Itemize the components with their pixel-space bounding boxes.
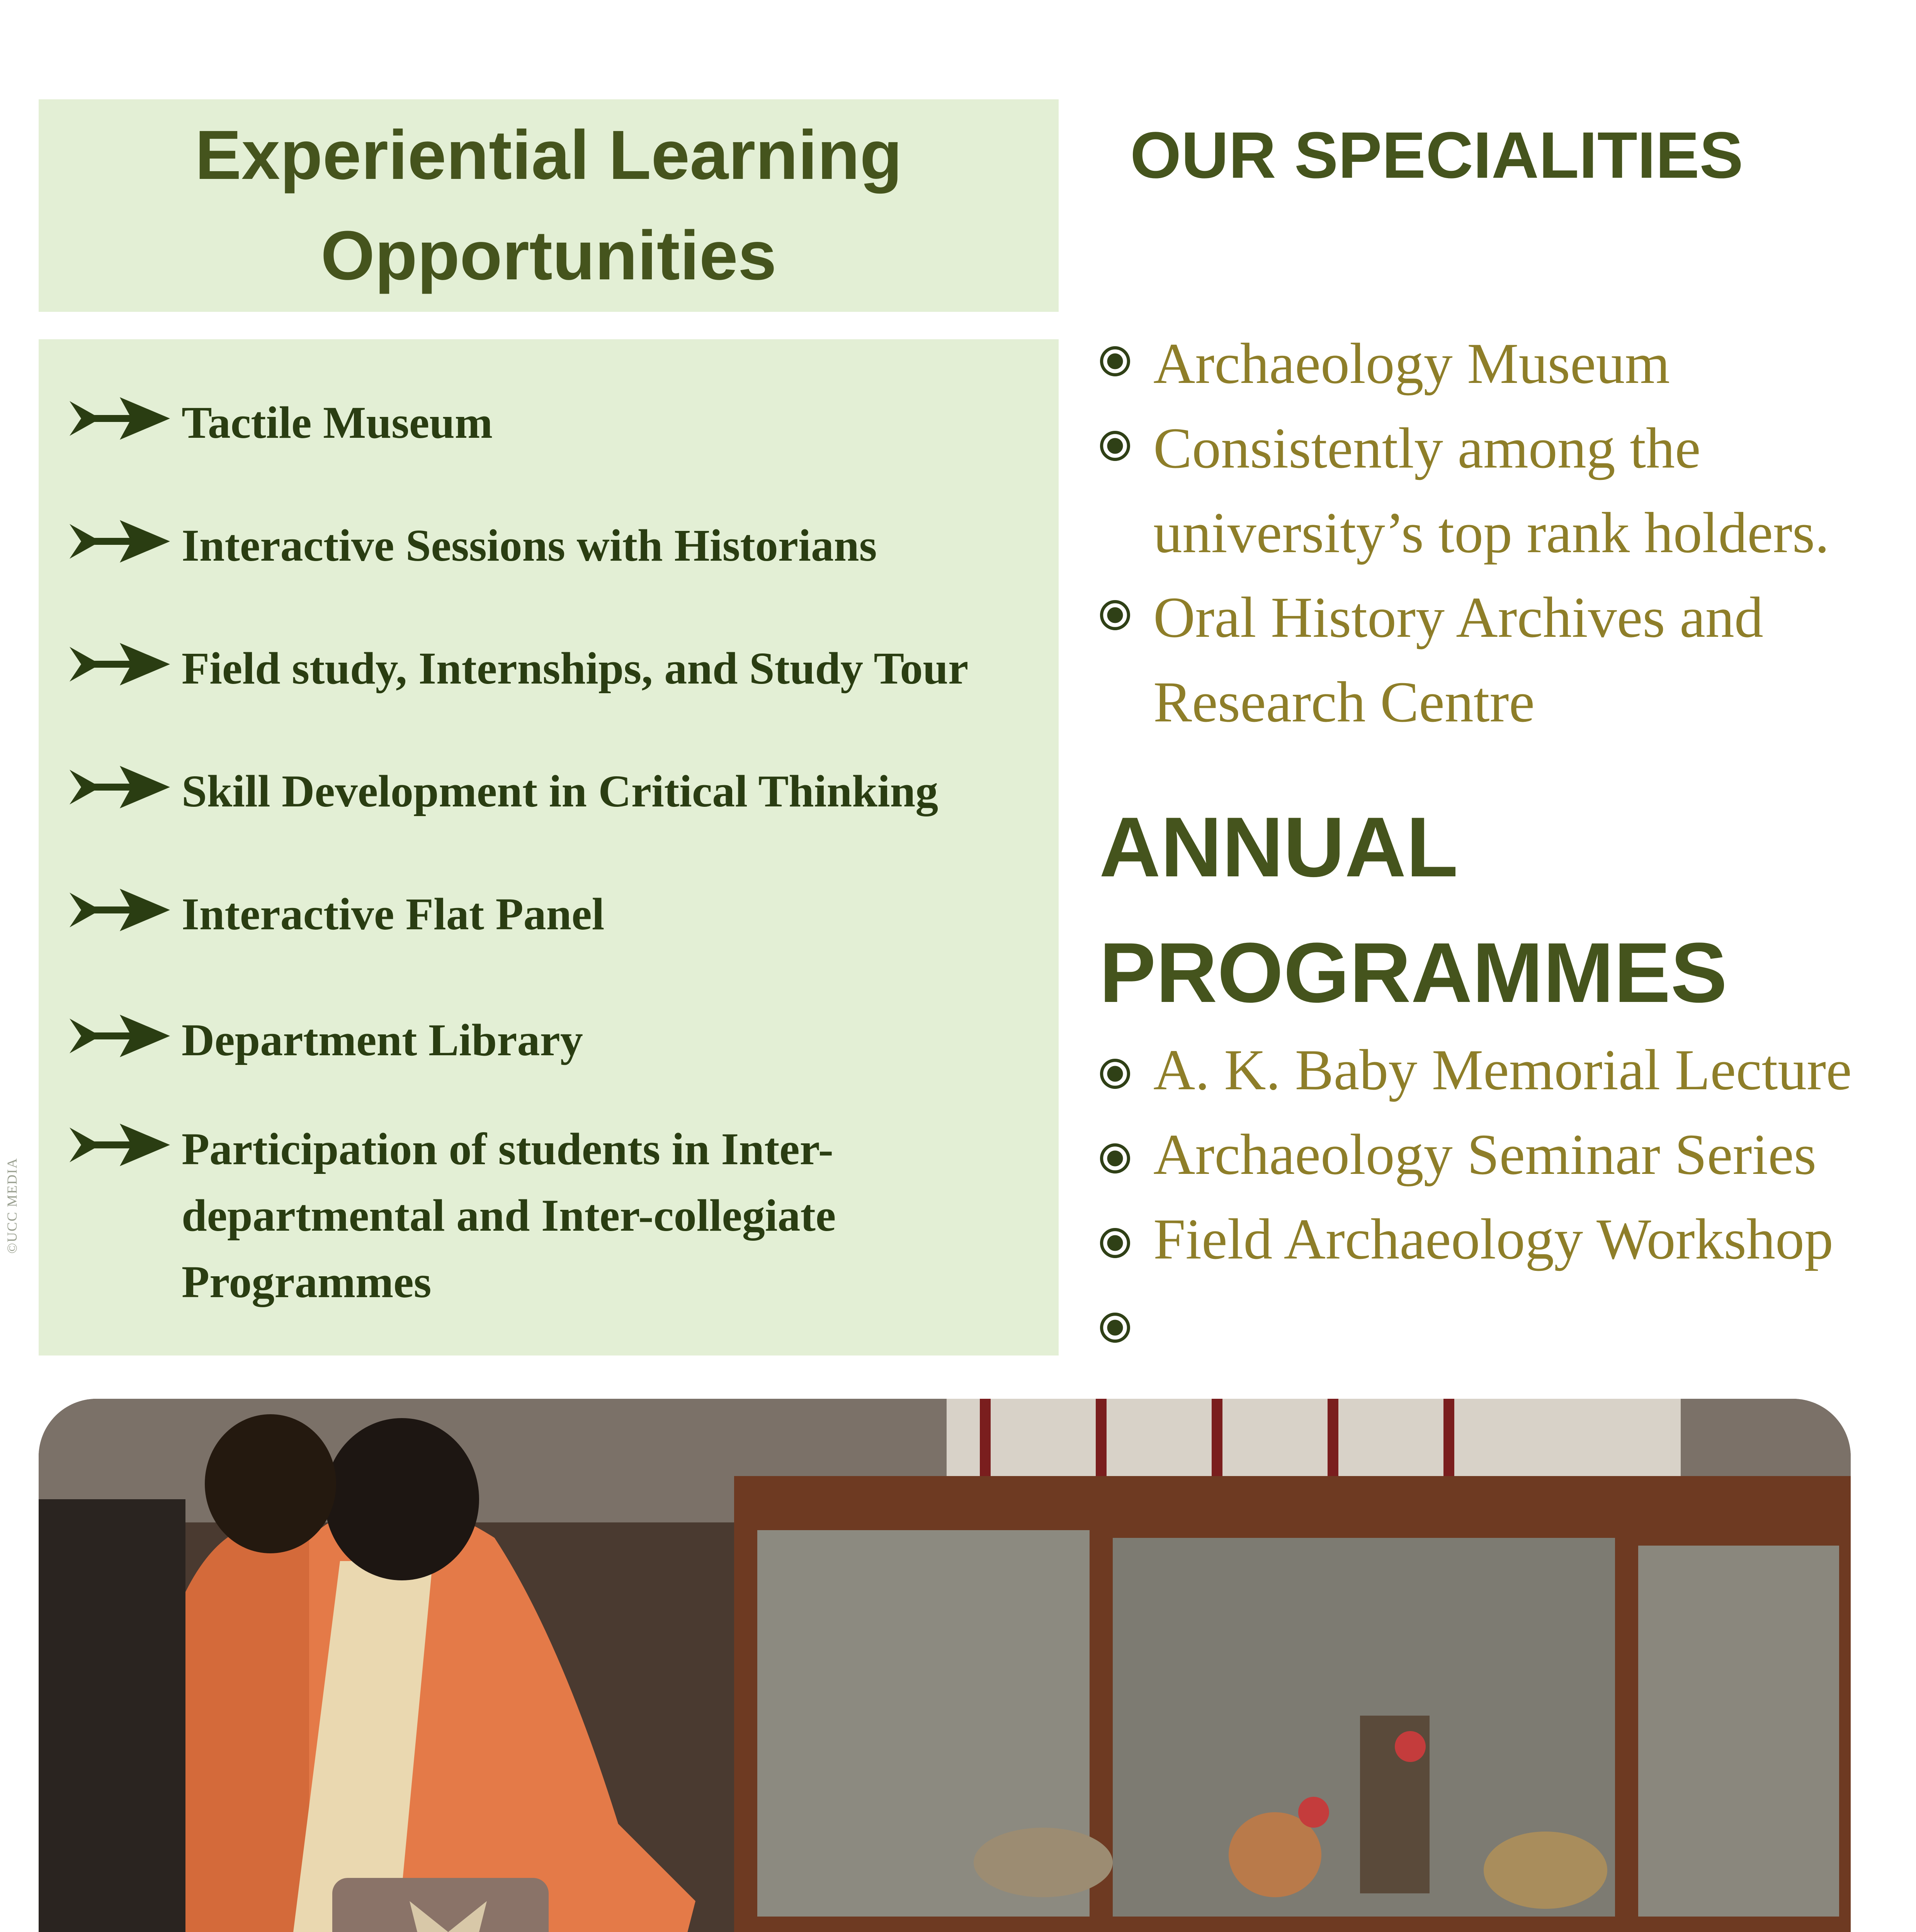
list-item-label: Participation of students in Inter-departmental and Inter-collegiate Programmes: [182, 1124, 836, 1307]
arrow-icon: [70, 1120, 170, 1170]
arrow-icon: [70, 516, 170, 566]
list-item: [1099, 1112, 1899, 1197]
bullet-icon: [1099, 1227, 1131, 1259]
list-item-continued: [1099, 491, 1899, 575]
list-item: [1099, 575, 1899, 660]
arrow-icon: [70, 885, 170, 935]
list-item-label: Archaeology Museum: [1153, 332, 1670, 396]
museum-visit-photo: [39, 1399, 1851, 1932]
list-item: [1099, 321, 1899, 406]
list-item-label: Department Library: [182, 1015, 583, 1065]
annual-programmes-heading: ANNUAL PROGRAMMES: [1099, 799, 1727, 1020]
list-item: [70, 881, 1035, 947]
list-item-continued: [1099, 660, 1899, 745]
experiential-header: [39, 99, 1059, 312]
arrow-icon: [70, 1011, 170, 1061]
list-item: [70, 512, 1035, 579]
bullet-icon: [1099, 1143, 1131, 1174]
list-item-label: A. K. Baby Memorial Lecture: [1153, 1038, 1852, 1102]
bullet-icon: [1099, 430, 1131, 462]
list-item: [1099, 1028, 1899, 1112]
list-item: [70, 758, 1035, 825]
list-item-label: Archaeology Seminar Series: [1153, 1122, 1817, 1187]
bullet-icon: [1099, 1058, 1131, 1090]
list-item-label: Field Archaeology Workshop: [1153, 1207, 1833, 1271]
specialities-list: [1099, 321, 1899, 745]
list-item: [70, 1007, 1035, 1073]
list-item-label: Interactive Flat Panel: [182, 889, 605, 939]
list-item-label: Research Centre: [1153, 670, 1535, 734]
list-item: [70, 389, 1035, 456]
arrow-icon: [70, 762, 170, 812]
list-item: [70, 635, 1035, 702]
experiential-title: Experiential Learning Opportunities: [195, 116, 903, 294]
specialities-heading: OUR SPECIALITIES: [1130, 119, 1743, 192]
list-item: [1099, 1197, 1899, 1282]
list-item-label: Tactile Museum: [182, 397, 493, 448]
bullet-icon: [1099, 599, 1131, 631]
bullet-icon: [1099, 1312, 1131, 1344]
list-item: [1099, 406, 1899, 491]
list-item-label: Skill Development in Critical Thinking: [182, 766, 938, 816]
media-credit: ©UCC MEDIA: [4, 1157, 20, 1254]
experiential-list: [39, 339, 1059, 1355]
arrow-icon: [70, 639, 170, 689]
arrow-icon: [70, 393, 170, 444]
bullet-icon: [1099, 345, 1131, 377]
list-item-label: Consistently among the: [1153, 416, 1701, 480]
list-item-label: university’s top rank holders.: [1153, 501, 1829, 565]
list-item-label: Interactive Sessions with Historians: [182, 520, 877, 571]
list-item-label: Field study, Internships, and Study Tour: [182, 643, 969, 694]
list-item: [70, 1116, 1035, 1315]
list-item-label: Oral History Archives and: [1153, 585, 1763, 650]
